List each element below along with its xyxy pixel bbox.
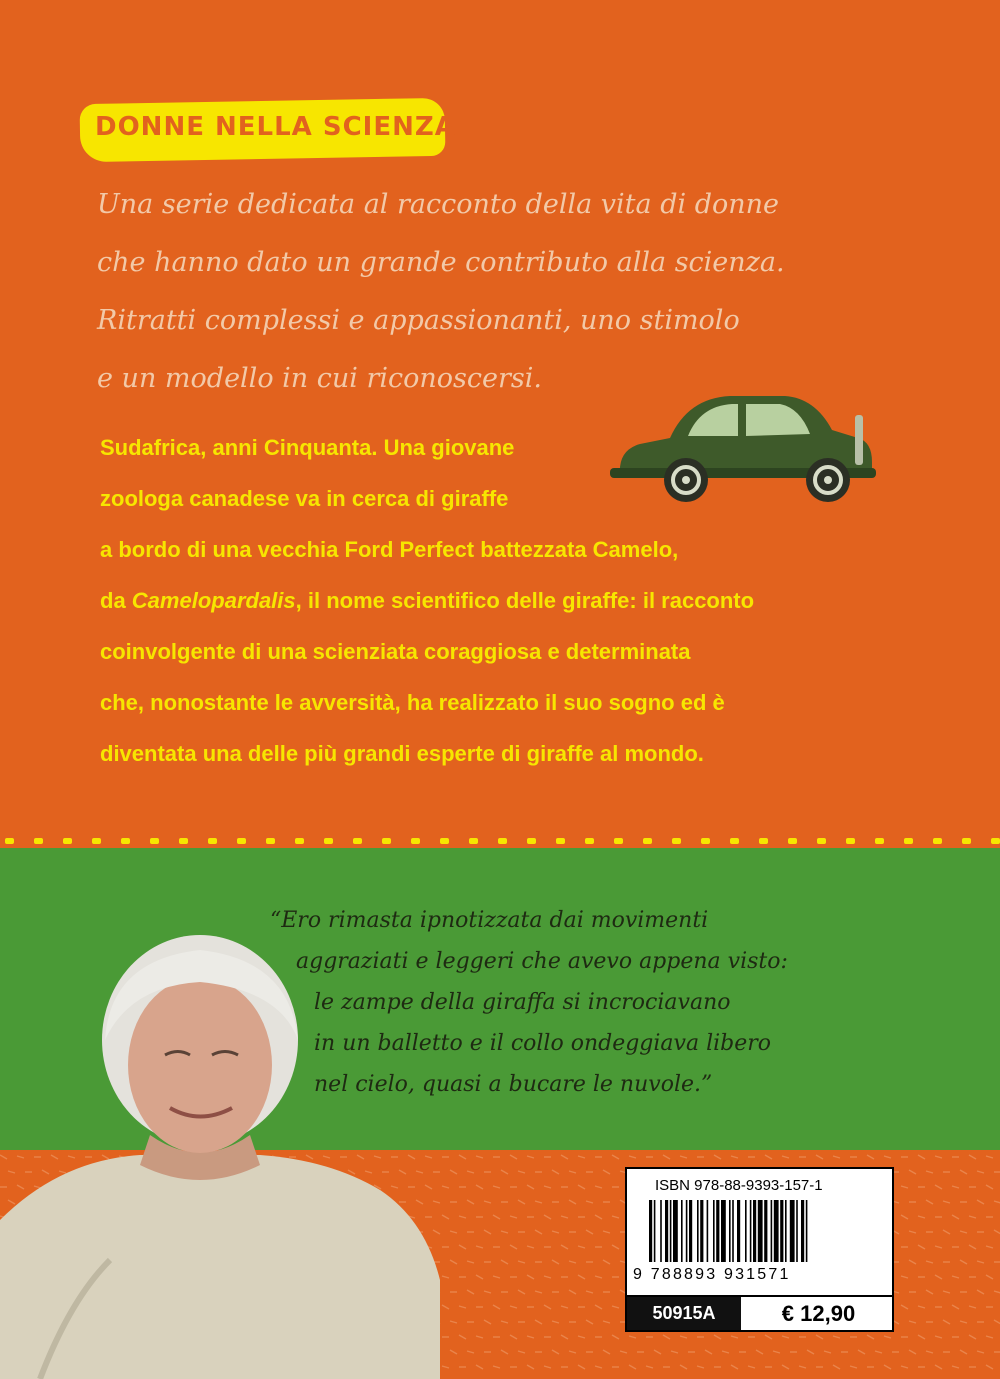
synopsis-line: Sudafrica, anni Cinquanta. Una giovane bbox=[100, 435, 515, 460]
series-label: DONNE NELLA SCIENZA bbox=[95, 112, 456, 142]
intro-line: Una serie dedicata al racconto della vita di donne bbox=[97, 189, 780, 220]
book-synopsis bbox=[100, 422, 880, 779]
synopsis-line: a bordo di una vecchia Ford Perfect battezzata Camelo, bbox=[100, 537, 679, 562]
synopsis-line: che, nonostante le avversità, ha realizzato il suo sogno ed è bbox=[100, 690, 725, 715]
synopsis-line: coinvolgente di una scienziata coraggiosa e determinata bbox=[100, 639, 691, 664]
portrait-photo bbox=[0, 920, 440, 1379]
barcode-box bbox=[625, 1167, 894, 1332]
synopsis-line: zoologa canadese va in cerca di giraffe bbox=[100, 486, 509, 511]
product-code: 50915A bbox=[627, 1297, 741, 1330]
intro-line: Ritratti complessi e appassionanti, uno stimolo bbox=[97, 305, 740, 336]
quote-line: in un balletto e il collo ondeggiava libero bbox=[314, 1031, 772, 1056]
intro-line: e un modello in cui riconoscersi. bbox=[97, 363, 542, 394]
barcode-digits: 9 788893 931571 bbox=[633, 1266, 791, 1283]
isbn-number: ISBN 978-88-9393-157-1 bbox=[655, 1177, 823, 1194]
quote-line: le zampe della giraffa si incrociavano bbox=[314, 990, 731, 1015]
synopsis-line bbox=[100, 575, 880, 626]
synopsis-text: da bbox=[100, 588, 132, 613]
price-strip bbox=[627, 1295, 892, 1332]
synopsis-text: , il nome scientifico delle giraffe: il racconto bbox=[295, 588, 755, 613]
intro-line: che hanno dato un grande contributo alla scienza. bbox=[97, 247, 785, 278]
quote-line: “Ero rimasta ipnotizzata dai movimenti bbox=[270, 908, 709, 933]
barcode-bars bbox=[647, 1200, 875, 1262]
series-intro bbox=[97, 176, 797, 408]
quote-line: aggraziati e leggeri che avevo appena visto: bbox=[296, 949, 788, 974]
price: € 12,90 bbox=[781, 1301, 856, 1326]
synopsis-line: diventata una delle più grandi esperte di giraffe al mondo. bbox=[100, 741, 704, 766]
synopsis-italic-term: Camelopardalis bbox=[131, 588, 296, 613]
quote-line: nel cielo, quasi a bucare le nuvole.” bbox=[314, 1072, 713, 1097]
